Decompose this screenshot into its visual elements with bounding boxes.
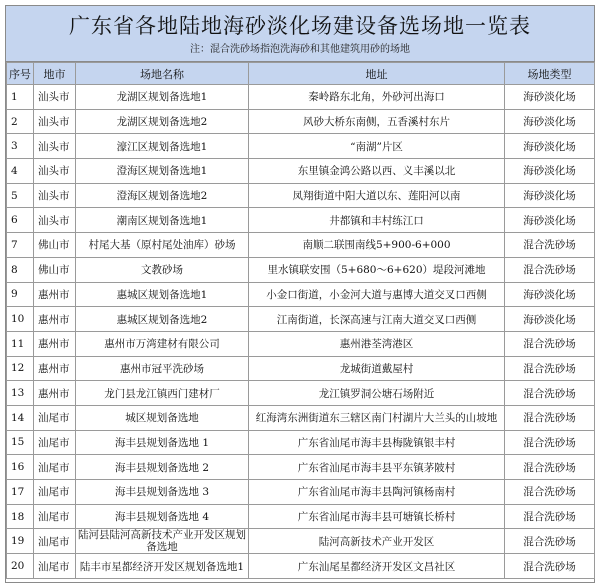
table-row — [7, 554, 595, 579]
cell-index: 15 — [7, 430, 34, 455]
cell-address: 广东省汕尾市海丰县梅陇镇银丰村 — [249, 430, 505, 455]
cell-site-name: 惠城区规划备选地2 — [76, 307, 249, 332]
cell-address: 凤翔街道中阳大道以东、莲阳河以南 — [249, 183, 505, 208]
cell-city: 汕尾市 — [34, 480, 76, 505]
table-row — [7, 85, 595, 110]
cell-index: 3 — [7, 134, 34, 159]
table-row — [7, 208, 595, 233]
cell-index: 4 — [7, 159, 34, 184]
cell-site-type: 海砂淡化场 — [505, 109, 595, 134]
cell-site-type: 海砂淡化场 — [505, 208, 595, 233]
cell-city: 惠州市 — [34, 356, 76, 381]
cell-index: 5 — [7, 183, 34, 208]
cell-site-name: 城区规划备选地 — [76, 405, 249, 430]
cell-address: 广东省汕尾市海丰县陶河镇杨南村 — [249, 480, 505, 505]
cell-city: 汕头市 — [34, 134, 76, 159]
header-city: 地市 — [34, 63, 76, 85]
table-row — [7, 159, 595, 184]
cell-index: 19 — [7, 529, 34, 554]
cell-city: 汕头市 — [34, 208, 76, 233]
table-row — [7, 233, 595, 258]
cell-index: 7 — [7, 233, 34, 258]
table-row — [7, 282, 595, 307]
cell-index: 16 — [7, 455, 34, 480]
table-body — [7, 85, 595, 579]
cell-site-type: 混合洗砂场 — [505, 356, 595, 381]
cell-site-type: 混合洗砂场 — [505, 455, 595, 480]
cell-site-type: 海砂淡化场 — [505, 307, 595, 332]
table-row — [7, 183, 595, 208]
cell-site-name: 文教砂场 — [76, 257, 249, 282]
cell-site-name: 濠江区规划备选地1 — [76, 134, 249, 159]
cell-city: 汕尾市 — [34, 554, 76, 579]
table-row — [7, 504, 595, 529]
page-title: 广东省各地陆地海砂淡化场建设备选场地一览表 — [69, 14, 531, 38]
cell-address: 里水镇联安围（5+680～6+620）堤段河滩地 — [249, 257, 505, 282]
cell-site-name: 海丰县规划备选地 3 — [76, 480, 249, 505]
cell-address: 井都镇和丰村练江口 — [249, 208, 505, 233]
cell-index: 1 — [7, 85, 34, 110]
cell-site-type: 混合洗砂场 — [505, 430, 595, 455]
cell-site-type: 海砂淡化场 — [505, 282, 595, 307]
cell-site-name: 海丰县规划备选地 1 — [76, 430, 249, 455]
cell-index: 10 — [7, 307, 34, 332]
cell-index: 2 — [7, 109, 34, 134]
cell-site-type: 混合洗砂场 — [505, 554, 595, 579]
table-row — [7, 529, 595, 554]
cell-site-name: 龙湖区规划备选地1 — [76, 85, 249, 110]
cell-site-type: 混合洗砂场 — [505, 480, 595, 505]
cell-address: 惠州港荃湾港区 — [249, 331, 505, 356]
cell-index: 9 — [7, 282, 34, 307]
cell-index: 8 — [7, 257, 34, 282]
title-block — [6, 6, 594, 62]
cell-city: 汕尾市 — [34, 430, 76, 455]
cell-site-type: 海砂淡化场 — [505, 134, 595, 159]
sites-table — [6, 62, 595, 579]
cell-address: 东里镇金鸿公路以西、义丰溪以北 — [249, 159, 505, 184]
cell-site-type: 混合洗砂场 — [505, 405, 595, 430]
cell-address: 小金口街道，小金河大道与惠博大道交叉口西侧 — [249, 282, 505, 307]
cell-address: 龙江镇罗洞公塘石场附近 — [249, 381, 505, 406]
cell-index: 11 — [7, 331, 34, 356]
table-row — [7, 405, 595, 430]
header-site-type: 场地类型 — [505, 63, 595, 85]
cell-address: 风砂大桥东南侧，五香溪村东片 — [249, 109, 505, 134]
cell-site-name: 惠州市万湾建材有限公司 — [76, 331, 249, 356]
table-row — [7, 455, 595, 480]
table-note: 注：混合洗砂场指泡洗海砂和其他建筑用砂的场地 — [190, 44, 410, 55]
cell-city: 惠州市 — [34, 307, 76, 332]
cell-city: 汕尾市 — [34, 529, 76, 554]
cell-site-name: 龙门县龙江镇西门建材厂 — [76, 381, 249, 406]
cell-city: 惠州市 — [34, 381, 76, 406]
cell-address: 龙城街道戴屋村 — [249, 356, 505, 381]
cell-site-type: 混合洗砂场 — [505, 381, 595, 406]
cell-city: 汕尾市 — [34, 405, 76, 430]
cell-address: 江南街道，长深高速与江南大道交叉口西侧 — [249, 307, 505, 332]
cell-site-type: 混合洗砂场 — [505, 504, 595, 529]
cell-city: 汕尾市 — [34, 455, 76, 480]
cell-site-type: 海砂淡化场 — [505, 159, 595, 184]
cell-address: 南顺二联围南线5+900-6+000 — [249, 233, 505, 258]
header-row — [7, 63, 595, 85]
cell-address: 广东省汕尾市海丰县平东镇茅陂村 — [249, 455, 505, 480]
cell-site-type: 混合洗砂场 — [505, 233, 595, 258]
cell-site-name: 村尾大基（原村尾处油库）砂场 — [76, 233, 249, 258]
header-site-name: 场地名称 — [76, 63, 249, 85]
cell-index: 14 — [7, 405, 34, 430]
cell-site-name: 澄海区规划备选地1 — [76, 159, 249, 184]
table-row — [7, 257, 595, 282]
cell-index: 20 — [7, 554, 34, 579]
table-row — [7, 134, 595, 159]
cell-city: 惠州市 — [34, 331, 76, 356]
cell-site-name: 潮南区规划备选地1 — [76, 208, 249, 233]
cell-site-type: 混合洗砂场 — [505, 257, 595, 282]
cell-site-name: 陆丰市星都经济开发区规划备选地1 — [76, 554, 249, 579]
cell-address: 陆河高新技术产业开发区 — [249, 529, 505, 554]
cell-index: 13 — [7, 381, 34, 406]
cell-city: 佛山市 — [34, 233, 76, 258]
cell-site-name: 惠州市冠平洗砂场 — [76, 356, 249, 381]
sheet — [5, 5, 595, 583]
cell-address: 广东省汕尾市海丰县可塘镇长桥村 — [249, 504, 505, 529]
header-index: 序号 — [7, 63, 34, 85]
cell-site-name: 陆河县陆河高新技术产业开发区规划备选地 — [76, 529, 249, 554]
cell-index: 6 — [7, 208, 34, 233]
cell-site-type: 海砂淡化场 — [505, 85, 595, 110]
cell-address: 广东汕尾星都经济开发区文昌社区 — [249, 554, 505, 579]
cell-site-name: 澄海区规划备选地2 — [76, 183, 249, 208]
cell-site-name: 海丰县规划备选地 4 — [76, 504, 249, 529]
table-row — [7, 356, 595, 381]
table-row — [7, 109, 595, 134]
table-row — [7, 307, 595, 332]
cell-city: 汕头市 — [34, 109, 76, 134]
cell-index: 12 — [7, 356, 34, 381]
cell-site-type: 混合洗砂场 — [505, 331, 595, 356]
cell-index: 17 — [7, 480, 34, 505]
cell-address: 红海湾东洲街道东三辖区南门村湖片大兰头的山坡地 — [249, 405, 505, 430]
cell-city: 佛山市 — [34, 257, 76, 282]
cell-site-type: 海砂淡化场 — [505, 183, 595, 208]
cell-site-name: 惠城区规划备选地1 — [76, 282, 249, 307]
table-row — [7, 480, 595, 505]
cell-city: 汕头市 — [34, 159, 76, 184]
cell-city: 汕头市 — [34, 85, 76, 110]
header-address: 地址 — [249, 63, 505, 85]
table-row — [7, 430, 595, 455]
cell-site-type: 混合洗砂场 — [505, 529, 595, 554]
cell-address: “南湖”片区 — [249, 134, 505, 159]
cell-index: 18 — [7, 504, 34, 529]
cell-address: 秦岭路东北角，外砂河出海口 — [249, 85, 505, 110]
table-row — [7, 381, 595, 406]
cell-site-name: 海丰县规划备选地 2 — [76, 455, 249, 480]
cell-city: 汕头市 — [34, 183, 76, 208]
cell-site-name: 龙湖区规划备选地2 — [76, 109, 249, 134]
cell-city: 汕尾市 — [34, 504, 76, 529]
cell-city: 惠州市 — [34, 282, 76, 307]
table-row — [7, 331, 595, 356]
